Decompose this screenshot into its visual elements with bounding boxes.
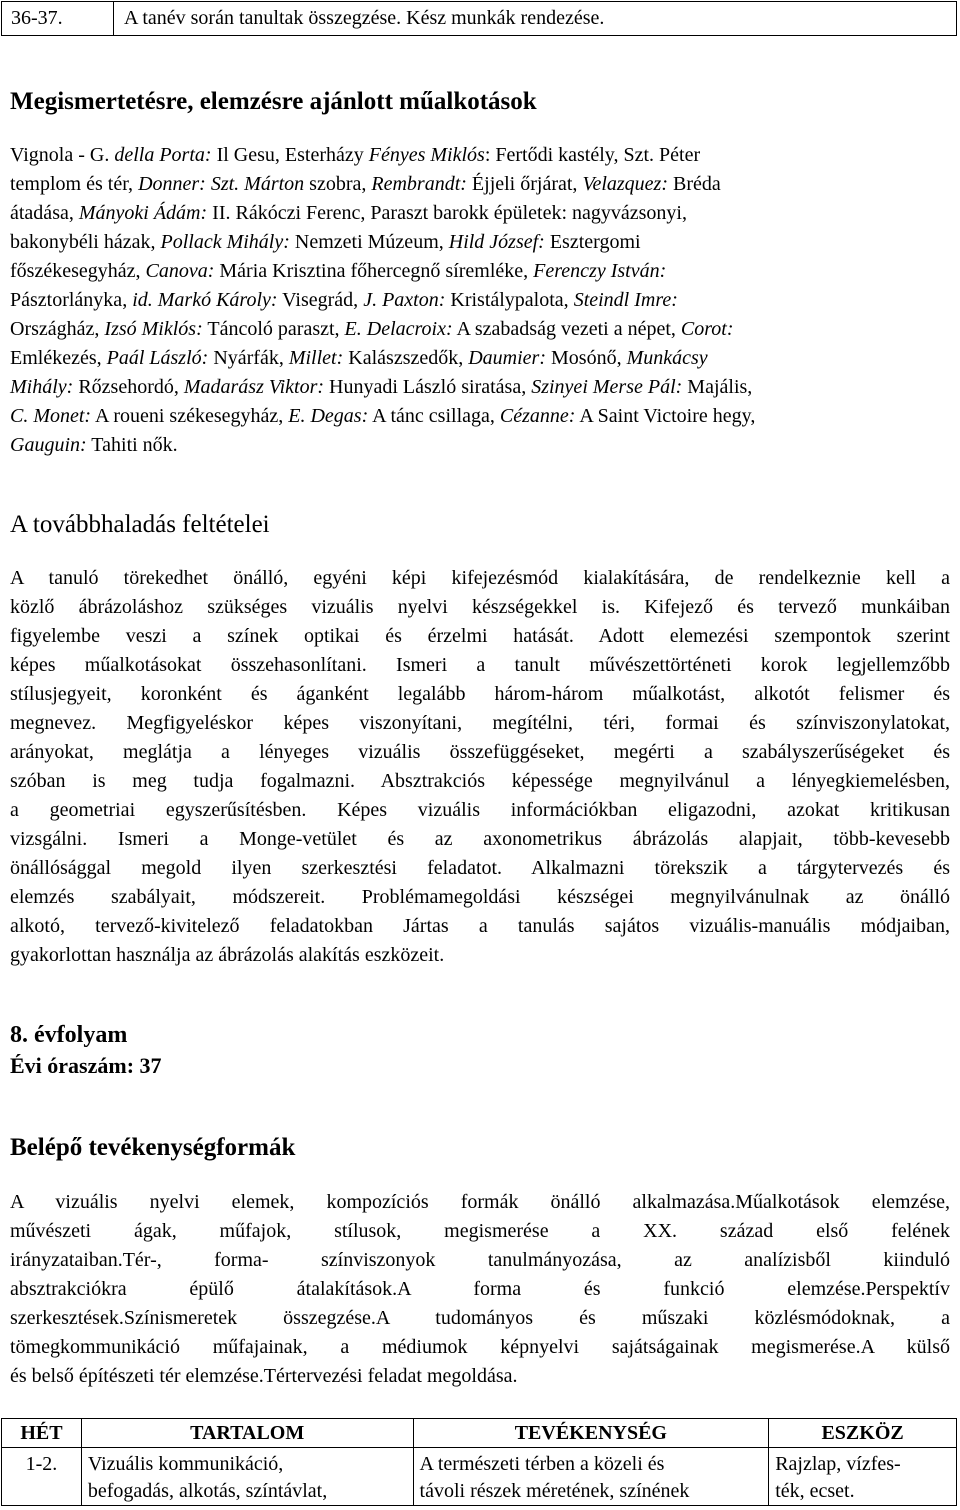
col-tools-header: ESZKÖZ: [769, 1419, 957, 1448]
paragraph-line: a geometriai egyszerűsítésben. Képes vizuális információkban eligazodni, azokat kritikusan: [10, 799, 950, 821]
artworks-heading: Megismertetésre, elemzésre ajánlott műalkotások: [10, 88, 537, 115]
paragraph-line: figyelembe veszi a színek optikai és érzelmi hatását. Adott elemezési szempontok szerint: [10, 625, 950, 647]
artworks-line: bakonybéli házak, Pollack Mihály: Nemzeti Múzeum, Hild József: Esztergomi: [10, 231, 641, 253]
paragraph-line: elemzés szabályait, módszereit. Problémamegoldási készségei megnyilvánulnak az önálló: [10, 886, 950, 908]
entry-paragraph: [10, 1188, 950, 1391]
lesson-number: 36-37.: [2, 2, 114, 36]
artworks-line: Országház, Izsó Miklós: Táncoló paraszt, E. Delacroix: A szabadság vezeti a népet, Corot:: [10, 318, 734, 340]
cell-tools: Rajzlap, vízfes- ték, ecset.: [769, 1448, 957, 1506]
artworks-line: templom és tér, Donner: Szt. Márton szobra, Rembrandt: Éjjeli őrjárat, Velazquez: Bréda: [10, 173, 721, 195]
cell-activity: A természeti térben a közeli és távoli részek méretének, színének: [413, 1448, 769, 1506]
paragraph-line: irányzataiban.Tér-, forma- színviszonyok tanulmányozása, az analízisből kiinduló: [10, 1249, 950, 1271]
paragraph-line: és belső építészeti tér elemzése.Tértervezési feladat megoldása.: [10, 1365, 518, 1387]
artworks-line: Vignola - G. della Porta: Il Gesu, Esterházy Fényes Miklós: Fertődi kastély, Szt. Péter: [10, 144, 701, 166]
col-activity-header: TEVÉKENYSÉG: [413, 1419, 769, 1448]
paragraph-line: vizsgálni. Ismeri a Monge-vetület és az axonometrikus ábrázolás alapjait, több-kevesebb: [10, 828, 950, 850]
artworks-line: átadása, Mányoki Ádám: II. Rákóczi Ferenc, Paraszt barokk épületek: nagyvázsonyi,: [10, 202, 687, 224]
paragraph-line: képes műalkotásokat összehasonlítani. Ismeri a tanult művészettörténeti korok legjellemzőbb: [10, 654, 950, 676]
col-content-header: TARTALOM: [81, 1419, 413, 1448]
progress-paragraph: [10, 564, 950, 970]
annual-hours: Évi óraszám: 37: [10, 1053, 162, 1078]
paragraph-line: szerkesztések.Színismeretek összegzése.A tudományos és műszaki közlésmódoknak, a: [10, 1307, 950, 1329]
cell-week: 1-2.: [2, 1448, 82, 1506]
entry-heading: Belépő tevékenységformák: [10, 1134, 296, 1161]
paragraph-line: művészeti ágak, műfajok, stílusok, megismerése a XX. század első felének: [10, 1220, 950, 1242]
grade-title: 8. évfolyam: [10, 1022, 128, 1048]
plan-table: [1, 1418, 957, 1506]
progress-heading: A továbbhaladás feltételei: [10, 511, 270, 538]
paragraph-line: A tanuló törekedhet önálló, egyéni képi kifejezésmód kialakítására, de rendelkeznie kell a: [10, 567, 950, 589]
lesson-row-table: [1, 1, 957, 36]
table-row: [2, 1448, 957, 1506]
lesson-row: [2, 2, 957, 36]
paragraph-line: megnevez. Megfigyeléskor képes viszonyítani, megítélni, téri, formai és színviszonylatokat,: [10, 712, 950, 734]
artworks-line: C. Monet: A roueni székesegyház, E. Degas: A tánc csillaga, Cézanne: A Saint Victoire hegy,: [10, 405, 756, 427]
paragraph-line: szóban is meg tudja fogalmazni. Absztrakciós képessége megnyilvánul a lényegkiemelésben,: [10, 770, 950, 792]
artworks-line: főszékesegyház, Canova: Mária Krisztina főhercegnő síremléke, Ferenczy István:: [10, 260, 667, 282]
artworks-line: Pásztorlányka, id. Markó Károly: Visegrád, J. Paxton: Kristálypalota, Steindl Imre:: [10, 289, 678, 311]
lesson-topic: A tanév során tanultak összegzése. Kész munkák rendezése.: [114, 2, 957, 36]
plan-header-row: [2, 1419, 957, 1448]
artworks-line: Mihály: Rőzsehordó, Madarász Viktor: Hunyadi László siratása, Szinyei Merse Pál: Majális,: [10, 376, 753, 398]
paragraph-line: stílusjegyeit, koronként és áganként legalább három-három műalkotást, alkotót felismer és: [10, 683, 950, 705]
paragraph-line: absztrakciókra épülő átalakítások.A forma és funkció elemzése.Perspektív: [10, 1278, 950, 1300]
paragraph-line: alkotó, tervező-kivitelező feladatokban Jártas a tanulás sajátos vizuális-manuális módjaiban,: [10, 915, 950, 937]
paragraph-line: A vizuális nyelvi elemek, kompozíciós formák önálló alkalmazása.Műalkotások elemzése,: [10, 1191, 950, 1213]
cell-content: Vizuális kommunikáció, befogadás, alkotás, színtávlat,: [81, 1448, 413, 1506]
col-week-header: HÉT: [2, 1419, 82, 1448]
artworks-paragraph: [10, 141, 950, 460]
artworks-line: Gauguin: Tahiti nők.: [10, 434, 178, 456]
paragraph-line: közlő ábrázoláshoz szükséges vizuális nyelvi készségekkel is. Kifejező és tervező munkáiban: [10, 596, 950, 618]
paragraph-line: gyakorlottan használja az ábrázolás alakítás eszközeit.: [10, 944, 445, 966]
paragraph-line: arányokat, meglátja a lényeges vizuális összefüggéseket, megérti a szabályszerűségeket és: [10, 741, 950, 763]
paragraph-line: tömegkommunikáció műfajainak, a médiumok képnyelvi sajátságainak megismerése.A külső: [10, 1336, 950, 1358]
artworks-line: Emlékezés, Paál László: Nyárfák, Millet: Kalászszedők, Daumier: Mosónő, Munkácsy: [10, 347, 708, 369]
paragraph-line: önállósággal megold ilyen szerkesztési feladatot. Alkalmazni törekszik a tárgytervezés és: [10, 857, 950, 879]
